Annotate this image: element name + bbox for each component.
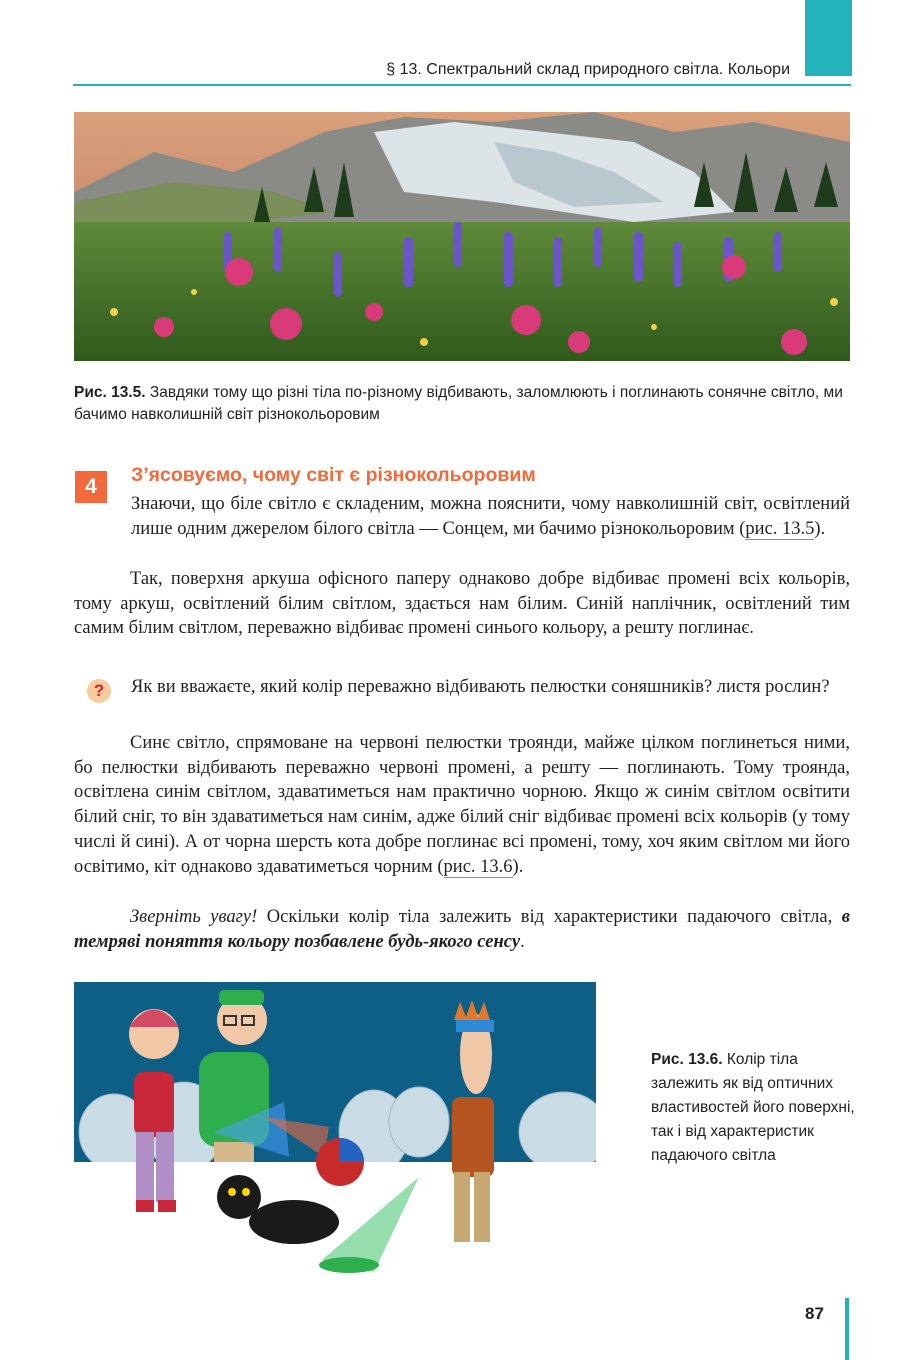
section-title: З’ясовуємо, чому світ є різнокольоровим <box>131 464 536 486</box>
emphasis-text: в темряві поняття кольору позбавлене будь-якого сенсу <box>74 907 850 952</box>
figure-label: Рис. 13.5. <box>74 384 146 401</box>
figure-link-13-5[interactable]: рис. 13.5 <box>745 518 815 539</box>
paragraph-2: Так, поверхня аркуша офісного паперу однаково добре відбиває промені всіх кольорів, тому аркуш, освітлений білим світлом, здається нам білим. Синій наплічник, освітлений тим самим білим світлом, переважно відбиває промені синього кольору, а решту поглинає. <box>74 569 850 639</box>
corner-tab <box>805 0 852 76</box>
figure-label: Рис. 13.6. <box>651 1051 723 1068</box>
page-rule <box>845 1298 849 1360</box>
paragraph-text: Знаючи, що біле світло є складеним, можна пояснити, чому навколишній світ, освітлений лише одним джерелом білого світла — Сонцем, ми бачимо різнокольоровим ( <box>131 494 850 539</box>
paragraph-text: Синє світло, спрямоване на червоні пелюстки троянди, майже цілком поглинеться ними, бо пелюстки відбивають переважно червоні промені, а решту — поглинають. Тому троянда, освітлена синім світлом, здаватиметься нам практично чорною. Якщо ж синім світлом освітити білий сніг, то він здаватиметься нам синім, адже білий сніг відбиває промені всіх кольорів (у тому числі й сині). А от чорна шерсть кота добре поглинає всі промені, тому, хоч яким світлом ми його освітимо, кіт однаково здаватиметься чорним ( <box>74 733 850 877</box>
figure-13-5-photo <box>74 112 850 361</box>
figure-link-13-6[interactable]: рис. 13.6 <box>443 856 513 877</box>
question-text: Як ви вважаєте, який колір переважно відбивають пелюстки соняшників? листя рослин? <box>131 677 830 697</box>
attention-note: Зверніть увагу! <box>130 907 258 927</box>
paragraph-3 <box>74 731 850 879</box>
running-head: § 13. Спектральний склад природного світла. Кольори <box>386 61 790 78</box>
figure-13-5-caption <box>74 382 850 426</box>
header-rule <box>73 84 851 86</box>
paragraph-text: ). <box>814 518 826 539</box>
paragraph-4 <box>74 905 850 954</box>
caption-text: Колір тіла залежить як від оптичних властивостей його поверхні, так і від характеристик падаючого світла <box>651 1051 855 1164</box>
section-number-badge: 4 <box>75 471 107 503</box>
paragraph-text: . <box>520 931 525 952</box>
figure-13-6-caption <box>651 1048 856 1168</box>
caption-text: Завдяки тому що різні тіла по-різному відбивають, заломлюють і поглинають сонячне світло, ми бачимо навколишній світ різнокольоровим <box>74 384 843 423</box>
paragraph-text: Оскільки колір тіла залежить від характеристики падаючого світла, <box>257 907 842 927</box>
page-number: 87 <box>805 1304 824 1323</box>
paragraph-1 <box>131 492 850 541</box>
question-icon: ? <box>87 679 111 703</box>
paragraph-text: ). <box>512 856 524 877</box>
figure-13-6-illustration <box>74 982 596 1280</box>
